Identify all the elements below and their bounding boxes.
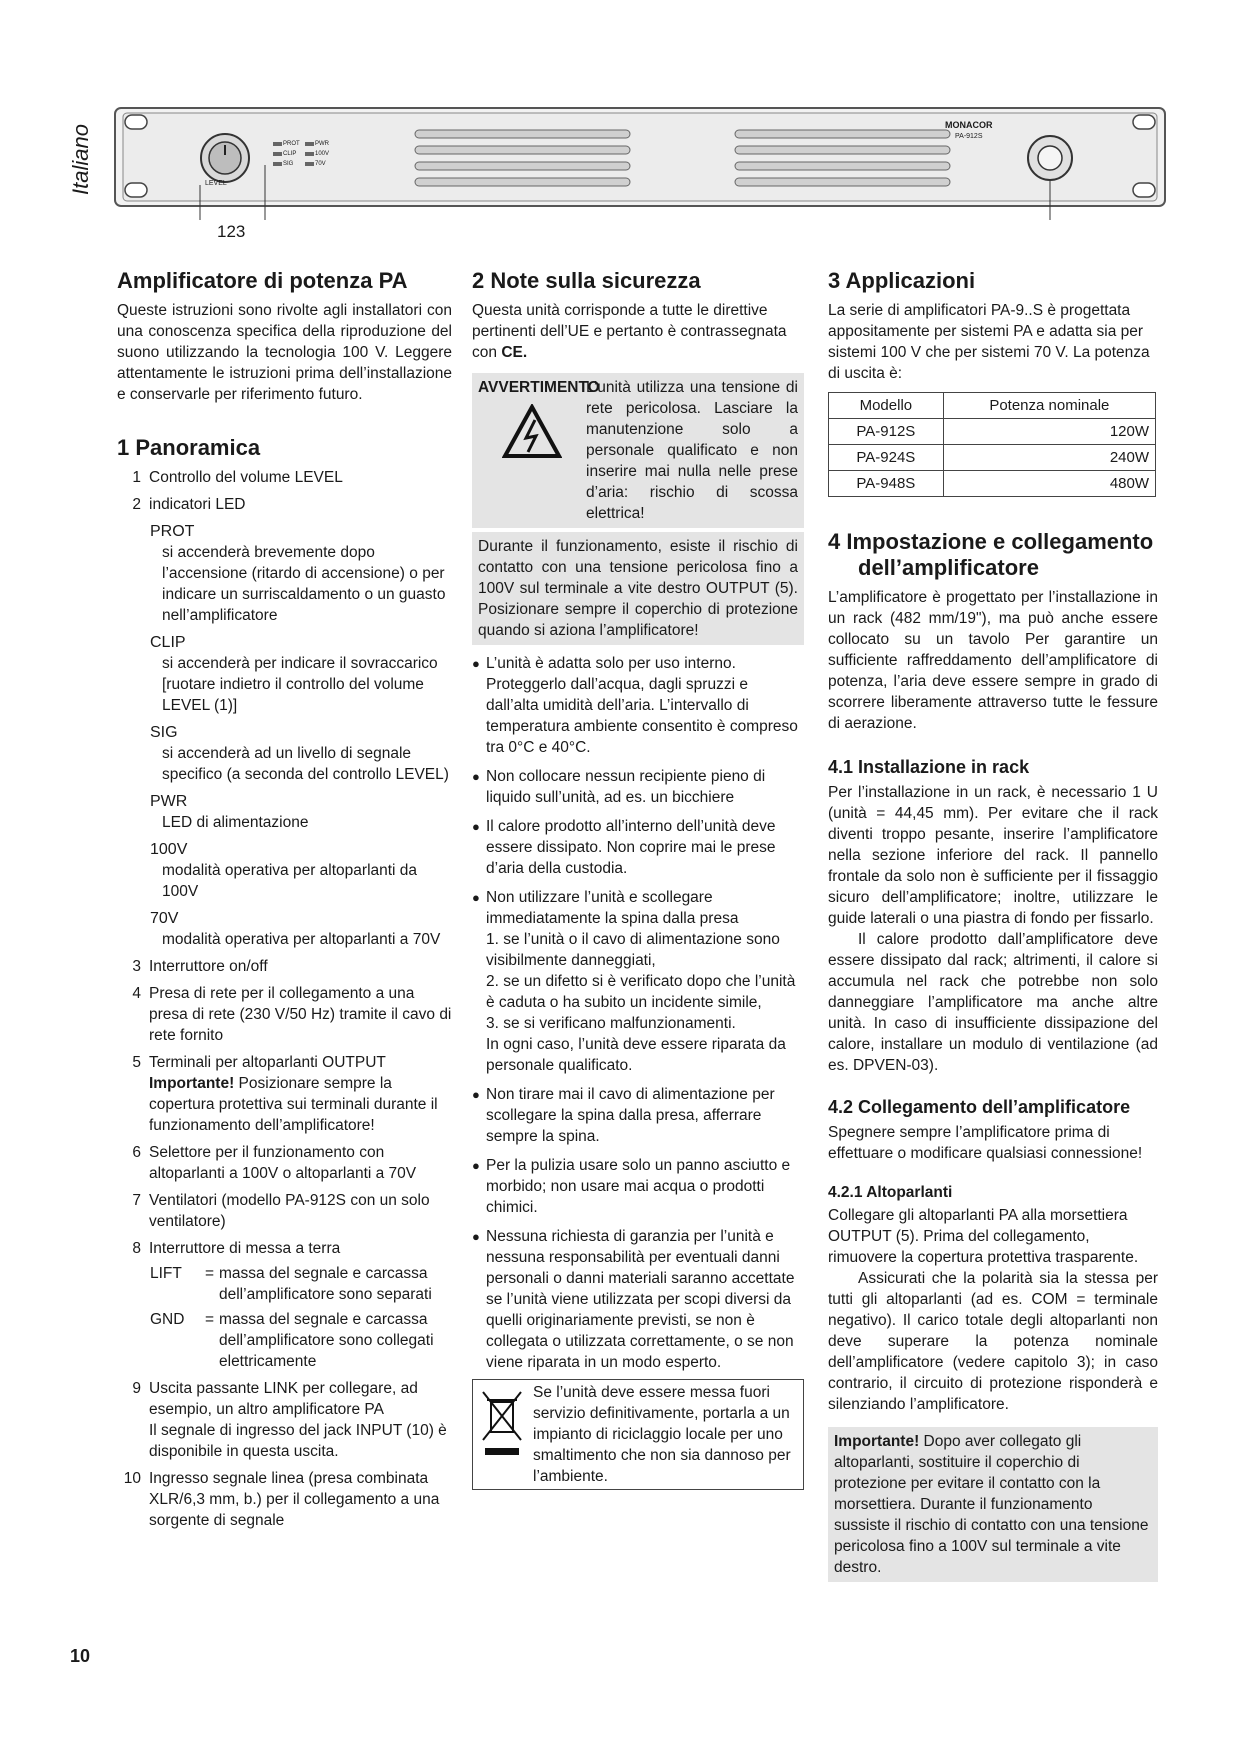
list-item: ● Non utilizzare l’unità e scollegare immediatamente la spina dalla presa [472, 889, 739, 927]
section-1-title: 1 Panoramica [117, 435, 261, 460]
list-item: ● L’unità è adatta solo per uso interno. Proteggerlo dall’acqua, dagli spruzzi e dall’alta umidità dell’aria. L’intervallo di temperatura ambiente consentito è compreso tra 0°C e 40°C. [472, 655, 798, 756]
important-box: Importante! Dopo aver collegato gli altoparlanti, sostituire il coperchio di protezione per evitare il contatto con la morsettiera. Durante il funzionamento sussiste il rischio di contatto con una tensione pericolosa fino a 100V sul terminale a vite destro. [828, 1427, 1158, 1582]
ground-options: LIFT = massa del segnale e carcassa dell’amplificatore sono separati GND = massa del segnale e carcassa dell’amplificatore sono collegati elettricamente [150, 1265, 434, 1370]
numbered-conditions: 1. se l’unità o il cavo di alimentazione sono visibilmente danneggiati, 2. se un difetto si è verificato dopo che l’unità è caduta o ha subito un incidente simile, 3. se si verificano malfunzionamenti. In ogni caso, l’unità deve essere riparata da personale qualificato. [486, 931, 796, 1074]
power-table: Modello Potenza nominale PA-912S 120W PA-924S 240W PA-948S 480W [828, 392, 1156, 497]
section-4-2-1-title: 4.2.1 Altoparlanti [828, 1184, 953, 1201]
main-title: Amplificatore di potenza PA [117, 268, 408, 293]
section-4-1-p2: Il calore prodotto dall’amplificatore deve essere dissipato dal rack; altrimenti, il calore si accumula nel rack che potrebbe non solo danneggiare l’amplificatore ma anche altre unità. In caso di insufficiente dissipazione del calore, installare un modulo di ventilazione (ad es. DPVEN-03). [828, 931, 1158, 1074]
list-item: 9 Uscita passante LINK per collegare, ad esempio, un altro amplificatore PA Il segnale di ingresso del jack INPUT (10) è disponibile in questa uscita. [132, 1380, 447, 1460]
model-label: PA-912S [955, 133, 983, 140]
section-4-2-title: 4.2 Collegamento dell’amplificatore [828, 1097, 1131, 1117]
warning-box-2: Durante il funzionamento, esiste il rischio di contatto con una tensione pericolosa fino a 100V sul terminale a vite destro OUTPUT (5). Posizionare sempre il coperchio di protezione quando si aziona l’amplificatore! [472, 532, 804, 645]
led-labels-right: PWR 100V 70V [315, 141, 330, 167]
list-item: ● Nessuna richiesta di garanzia per l’unità e nessuna responsabilità per eventuali danni personali o danni materiali saranno accettate se l’unità viene utilizzata per scopi diversi da quelli originariamente previsti, se non è collegata o utilizzata correttamente, o se non viene riparata in un modo esperto. [472, 1228, 795, 1371]
section-4-2-text: Spegnere sempre l’amplificatore prima di effettuare o modificare qualsiasi connessione! [828, 1124, 1143, 1162]
table-row: PA-948S 480W [829, 471, 1156, 497]
list-item: ● Per la pulizia usare solo un panno asciutto e morbido; non usare mai acqua o prodotti chimici. [472, 1157, 791, 1216]
led-labels-left: PROT CLIP SIG [283, 141, 300, 167]
high-voltage-warning-icon [502, 404, 562, 459]
brand-logo: MONACOR [945, 120, 993, 130]
ce-mark: CE. [501, 344, 528, 361]
section-3-title: 3 Applicazioni [828, 268, 976, 293]
language-label: Italiano [68, 124, 93, 195]
list-item: 1 Controllo del volume LEVEL [132, 469, 343, 486]
callout-numbers: 123 [217, 222, 246, 241]
knob-label: LEVEL [205, 180, 227, 187]
section-4-title-line2: dell’amplificatore [858, 555, 1039, 580]
list-item: 10 Ingresso segnale linea (presa combinata XLR/6,3 mm, b.) per il collegamento a una sorgente di segnale [123, 1470, 440, 1529]
list-item: 4 Presa di rete per il collegamento a una presa di rete (230 V/50 Hz) tramite il cavo di rete fornito [132, 985, 452, 1044]
section-2-title: 2 Note sulla sicurezza [472, 268, 701, 293]
list-item: ● Il calore prodotto all’interno dell’unità deve essere dissipato. Non coprire mai le prese d’aria della custodia. [472, 818, 776, 877]
section-2-intro: Questa unità corrisponde a tutte le direttive pertinenti dell’UE e pertanto è contrassegnata con CE. [472, 302, 787, 361]
list-item: 5 Terminali per altoparlanti OUTPUT Importante! Posizionare sempre la copertura protettiva sui terminali durante il funzionamento dell’amplificatore! [132, 1054, 438, 1134]
list-item: 7 Ventilatori (modello PA-912S con un solo ventilatore) [132, 1192, 430, 1230]
led-descriptions: PROT si accenderà brevemente dopo l’accensione (ritardo di accensione) o per indicare un surriscaldamento o un guasto nell’amplificatore CLIP si accenderà per indicare il sovraccarico [ruotare indietro il controllo del volume LEVEL (1)] SIG si accenderà ad un livello di segnale specifico (a seconda del controllo LEVEL) PWR LED di alimentazione 100V modalità operativa per altoparlanti da 100V 70V modalità operativa per altoparlanti a 70V [150, 523, 449, 948]
crossed-bin-icon [477, 1382, 527, 1460]
section-4-title: 4 Impostazione e collegamento [828, 529, 1154, 554]
section-4-2-1-p2: Assicurati che la polarità sia la stessa per tutti gli altoparlanti (ad es. COM = terminale negativo). Il carico totale degli altoparlanti non deve superare la potenza nominale dell’amplificatore (vedere capitolo 3); in caso contrario, il circuito di protezione risponderà e silenziando l’amplificatore. [828, 1270, 1158, 1413]
section-3-intro: La serie di amplificatori PA-9..S è progettata appositamente per sistemi PA e adatta sia per sistemi 100 V che per sistemi 70 V. La potenza di uscita è: [828, 302, 1150, 382]
warning-box [472, 373, 804, 528]
table-row: PA-924S 240W [829, 445, 1156, 471]
list-item: 6 Selettore per il funzionamento con altoparlanti a 100V o altoparlanti a 70V [132, 1144, 417, 1182]
column-1 [117, 268, 452, 1531]
section-4-1-title: 4.1 Installazione in rack [828, 757, 1030, 777]
section-4-2-1-p1: Collegare gli altoparlanti PA alla morsettiera OUTPUT (5). Prima del collegamento, rimuovere la copertura protettiva trasparente. [828, 1207, 1139, 1266]
page-number: 10 [70, 1646, 91, 1666]
section-4-text: L’amplificatore è progettato per l’installazione in un rack (482 mm/19"), ma può anche essere collocato su un tavolo Per garantire un sufficiente raffreddamento dell’amplificatore di potenza, l’aria deve essere sempre in grado di scorrere liberamente attraverso tutte le fessure di aerazione. [828, 589, 1158, 732]
recycling-text: Se l’unità deve essere messa fuori servizio definitivamente, portarla a un impianto di riciclaggio locale per uno smaltimento che non sia dannoso per l’ambiente. [533, 1384, 791, 1485]
list-item: 8 Interruttore di messa a terra [132, 1240, 341, 1257]
recycling-box [472, 1379, 804, 1490]
table-row: PA-912S 120W [829, 419, 1156, 445]
warning-text: L’unità utilizza una tensione di rete pericolosa. Lasciare la manutenzione solo a personale qualificato e non inserire mai nulla nelle prese d’aria: rischio di scossa elettrica! [586, 379, 798, 522]
list-item: ● Non collocare nessun recipiente pieno di liquido sull’unità, ad es. un bicchiere [472, 768, 766, 806]
warning-label: AVVERTIMENTO [478, 379, 600, 396]
list-item: 3 Interruttore on/off [132, 958, 268, 975]
column-2 [472, 268, 804, 1490]
section-4-1-p1: Per l’installazione in un rack, è necessario 1 U (unità = 44,45 mm). Per evitare che il rack diventi troppo pesante, inserire l’amplificatore nella sezione inferiore del rack. Il pannello frontale da solo non è sufficiente per il fissaggio sicuro dell’amplificatore; inoltre, utilizzare le guide laterali o una piastra di fondo per fissarlo. [828, 784, 1158, 927]
column-3 [828, 268, 1158, 1582]
list-item: ● Non tirare mai il cavo di alimentazione per scollegare la spina dalla presa, afferrare sempre la spina. [472, 1086, 775, 1145]
amplifier-front-panel-illustration [105, 105, 1175, 240]
list-item: 2 indicatori LED [132, 496, 246, 513]
intro-paragraph: Queste istruzioni sono rivolte agli installatori con una conoscenza specifica della riproduzione del suono utilizzando la tecnologia 100 V. Leggere attentamente le istruzioni prima dell’installazione e conservarle per riferimento futuro. [117, 302, 452, 403]
